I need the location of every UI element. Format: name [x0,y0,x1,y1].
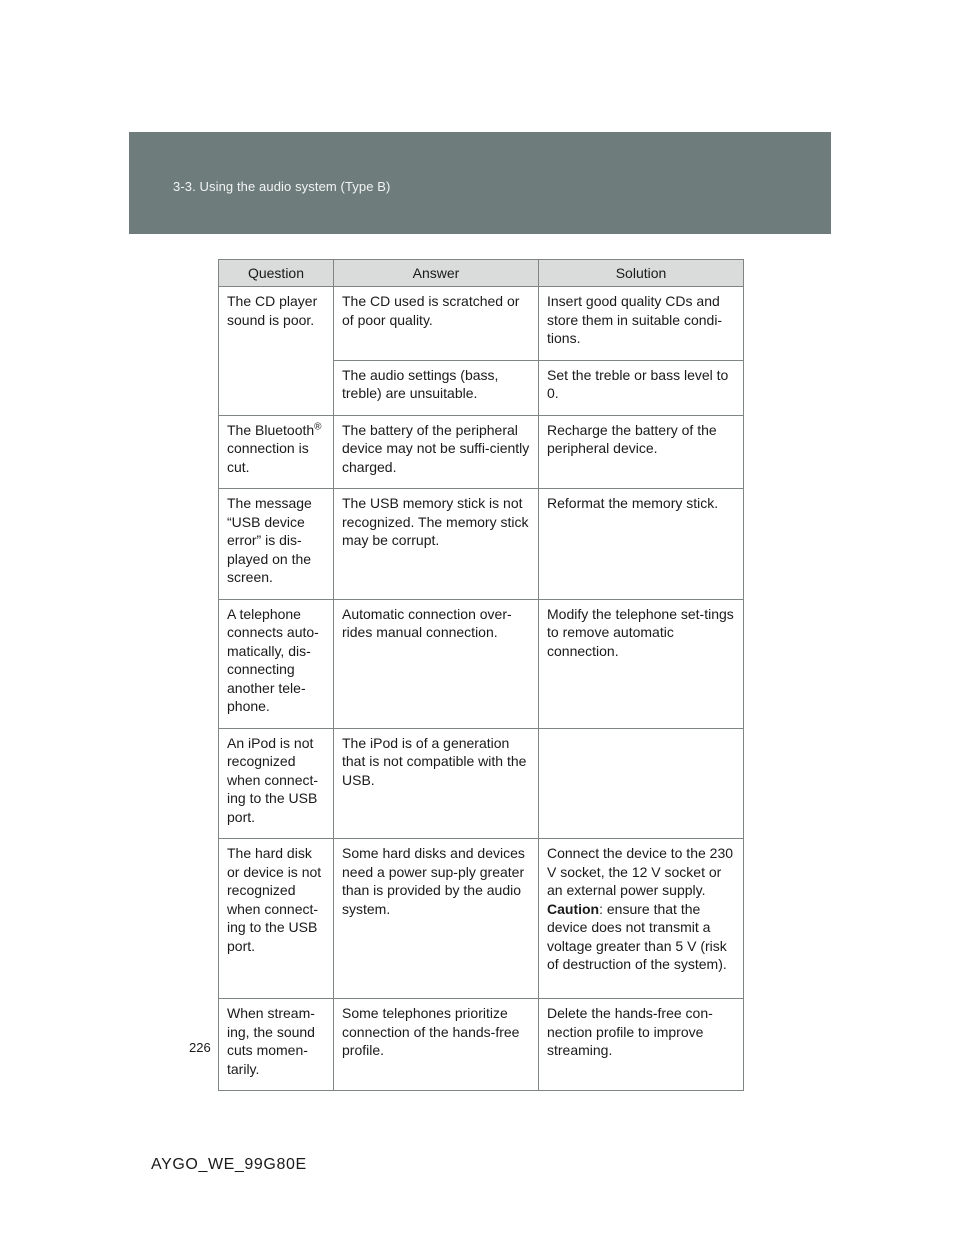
section-title: 3-3. Using the audio system (Type B) [173,179,391,194]
solution-text: Connect the device to the 230 V socket, the 12 V socket or an external power supply. [547,845,734,898]
troubleshooting-table [218,259,744,1091]
solution-cell [539,728,744,839]
question-text: The Bluetooth [227,421,315,438]
table-row [219,839,744,999]
question-cell: An iPod is not recognized when connect-ing to the USB port. [219,728,334,839]
solution-cell: Insert good quality CDs and store them in suitable condi-tions. [539,287,744,361]
answer-cell: The CD used is scratched or of poor quality. [334,287,539,361]
page-number: 226 [189,1040,211,1055]
answer-cell: Some telephones prioritize connection of the hands-free profile. [334,999,539,1091]
question-cell [219,415,334,489]
question-cell: The message “USB device error” is dis-played on the screen. [219,489,334,600]
table-row [219,489,744,600]
answer-cell: Some hard disks and devices need a power sup-ply greater than is provided by the audio system. [334,839,539,999]
solution-cell: Set the treble or bass level to 0. [539,360,744,415]
document-code: AYGO_WE_99G80E [151,1156,307,1173]
question-cell: The CD player sound is poor. [219,287,334,416]
solution-cell [539,839,744,999]
question-cell: When stream-ing, the sound cuts momen-tarily. [219,999,334,1091]
answer-cell: The battery of the peripheral device may not be suffi-ciently charged. [334,415,539,489]
registered-mark: ® [314,420,322,432]
answer-cell: The audio settings (bass, treble) are unsuitable. [334,360,539,415]
question-text: connection is cut. [227,440,309,475]
column-header-answer: Answer [334,260,539,287]
caution-label: Caution [547,900,600,917]
question-cell: The hard disk or device is not recognized when connect-ing to the USB port. [219,839,334,999]
caution-text: : ensure that the device does not transmit a voltage greater than 5 V (risk of destruction of the system). [547,900,727,972]
answer-cell: The USB memory stick is not recognized. The memory stick may be corrupt. [334,489,539,600]
table-row [219,599,744,728]
column-header-solution: Solution [539,260,744,287]
table-row [219,999,744,1091]
solution-cell: Recharge the battery of the peripheral device. [539,415,744,489]
question-cell: A telephone connects auto-matically, dis-connecting another tele-phone. [219,599,334,728]
solution-cell: Modify the telephone set-tings to remove automatic connection. [539,599,744,728]
table-row [219,415,744,489]
table-header-row [219,260,744,287]
solution-cell: Delete the hands-free con-nection profile to improve streaming. [539,999,744,1091]
answer-cell: Automatic connection over-rides manual connection. [334,599,539,728]
answer-cell: The iPod is of a generation that is not compatible with the USB. [334,728,539,839]
column-header-question: Question [219,260,334,287]
solution-cell: Reformat the memory stick. [539,489,744,600]
table-row [219,728,744,839]
table-row [219,287,744,361]
section-header-band [129,132,831,234]
